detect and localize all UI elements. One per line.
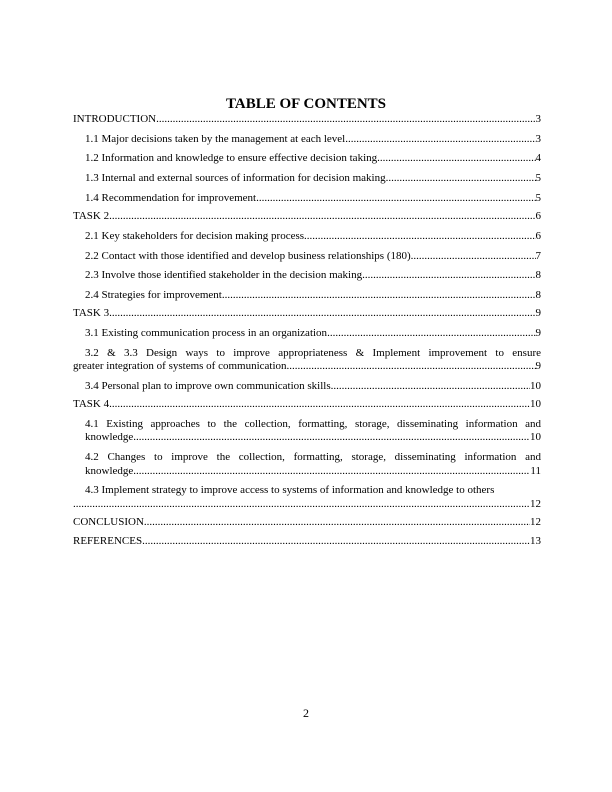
toc-entry-label: 2.2 Contact with those identified and develop business relationships (180) [85,249,411,262]
toc-entry-introduction[interactable] [73,113,541,126]
toc-entry-page: 10 [530,398,541,411]
toc-entry-label: CONCLUSION [73,516,144,529]
dot-leader [156,113,535,126]
toc-entry-label-line1: 4.2 Changes to improve the collection, formatting, storage, disseminating information and [85,451,541,464]
dot-leader [144,516,530,529]
dot-leader [133,465,530,478]
toc-entry-page: 13 [530,534,541,547]
toc-entry-page: 8 [535,269,541,282]
toc-entry-2-1[interactable] [73,230,541,243]
toc-entry-task-2[interactable] [73,210,541,223]
dot-leader [142,535,530,548]
toc-entry-label: TASK 3 [73,307,110,320]
toc-entry-task-4[interactable] [73,398,541,411]
toc-entry-label: 1.2 Information and knowledge to ensure effective decision taking [85,152,378,165]
dot-leader [256,192,535,205]
dot-leader [327,327,535,340]
page-number: 2 [303,706,309,720]
toc-entry-label: 3.4 Personal plan to improve own communication skills [85,379,331,392]
dot-leader [73,498,530,511]
toc-entry-3-2-3-3[interactable] [73,347,541,374]
toc-entry-label: 1.3 Internal and external sources of information for decision making [85,172,386,185]
toc-entry-references[interactable] [73,535,541,548]
toc-entry-page: 12 [530,497,541,510]
toc-entry-label-line2: knowledge [85,431,134,444]
toc-entry-label: 1.1 Major decisions taken by the management at each level [85,132,346,145]
toc-entry-label: INTRODUCTION [73,113,157,125]
toc-entry-page: 9 [535,360,541,373]
toc-entry-page: 3 [535,132,541,145]
dot-leader [109,307,535,320]
toc-entry-page: 6 [535,229,541,242]
toc-entry-label: 2.3 Involve those identified stakeholder in the decision making [85,269,363,282]
toc-entry-page: 11 [530,464,541,477]
toc-entry-page: 4 [535,152,541,165]
toc-entry-label-line1: 3.2 & 3.3 Design ways to improve appropriateness & Implement improvement to ensure [85,346,541,359]
toc-entry-label-line2: greater integration of systems of communication [73,360,287,373]
toc-entry-page: 12 [530,516,541,529]
toc-entry-label: REFERENCES [73,534,143,547]
dot-leader [345,133,535,146]
toc-entry-page: 5 [535,191,541,204]
toc-entry-page: 6 [535,210,541,223]
toc-entry-page: 10 [530,431,541,444]
dot-leader [411,250,536,263]
toc-entry-page: 8 [535,289,541,302]
toc-entry-label: 3.1 Existing communication process in an organization [85,327,328,340]
dot-leader [109,398,530,411]
toc-entry-1-3[interactable] [73,172,541,185]
dot-leader [222,289,536,302]
dot-leader [287,360,536,373]
toc-entry-3-4[interactable] [73,380,541,393]
toc-entry-1-2[interactable] [73,152,541,165]
toc-entry-1-1[interactable] [73,133,541,146]
toc-entry-2-2[interactable] [73,250,541,263]
toc-entry-label: TASK 2 [73,210,110,223]
toc-entry-label: TASK 4 [73,398,110,411]
toc-entry-4-2[interactable] [73,451,541,478]
toc-entry-label: 2.4 Strategies for improvement [85,289,222,302]
toc-entry-4-3[interactable] [73,484,541,511]
toc-entry-2-4[interactable] [73,289,541,302]
toc-entry-label: 2.1 Key stakeholders for decision making process [85,229,305,242]
table-of-contents [73,113,541,548]
dot-leader [386,172,536,185]
toc-title: TABLE OF CONTENTS [225,96,387,112]
toc-entry-1-4[interactable] [73,192,541,205]
toc-entry-page: 9 [535,327,541,340]
dot-leader [362,269,535,282]
toc-entry-4-1[interactable] [73,418,541,445]
toc-entry-task-3[interactable] [73,307,541,320]
toc-entry-page: 9 [535,307,541,320]
dot-leader [377,152,535,165]
toc-entry-label: 1.4 Recommendation for improvement [85,191,257,204]
dot-leader [304,230,535,243]
dot-leader [331,380,530,393]
toc-entry-label-line1: 4.1 Existing approaches to the collection, formatting, storage, disseminating information and [85,418,541,431]
toc-entry-label-line2: knowledge [85,464,134,477]
toc-entry-label-line1: 4.3 Implement strategy to improve access to systems of information and knowledge to others [85,484,495,497]
toc-entry-conclusion[interactable] [73,516,541,529]
toc-entry-3-1[interactable] [73,327,541,340]
dot-leader [109,210,535,223]
dot-leader [133,431,530,444]
toc-entry-page: 10 [530,379,541,392]
toc-entry-page: 5 [535,172,541,185]
toc-entry-2-3[interactable] [73,269,541,282]
toc-entry-page: 3 [535,113,541,125]
toc-entry-page: 7 [535,249,541,262]
